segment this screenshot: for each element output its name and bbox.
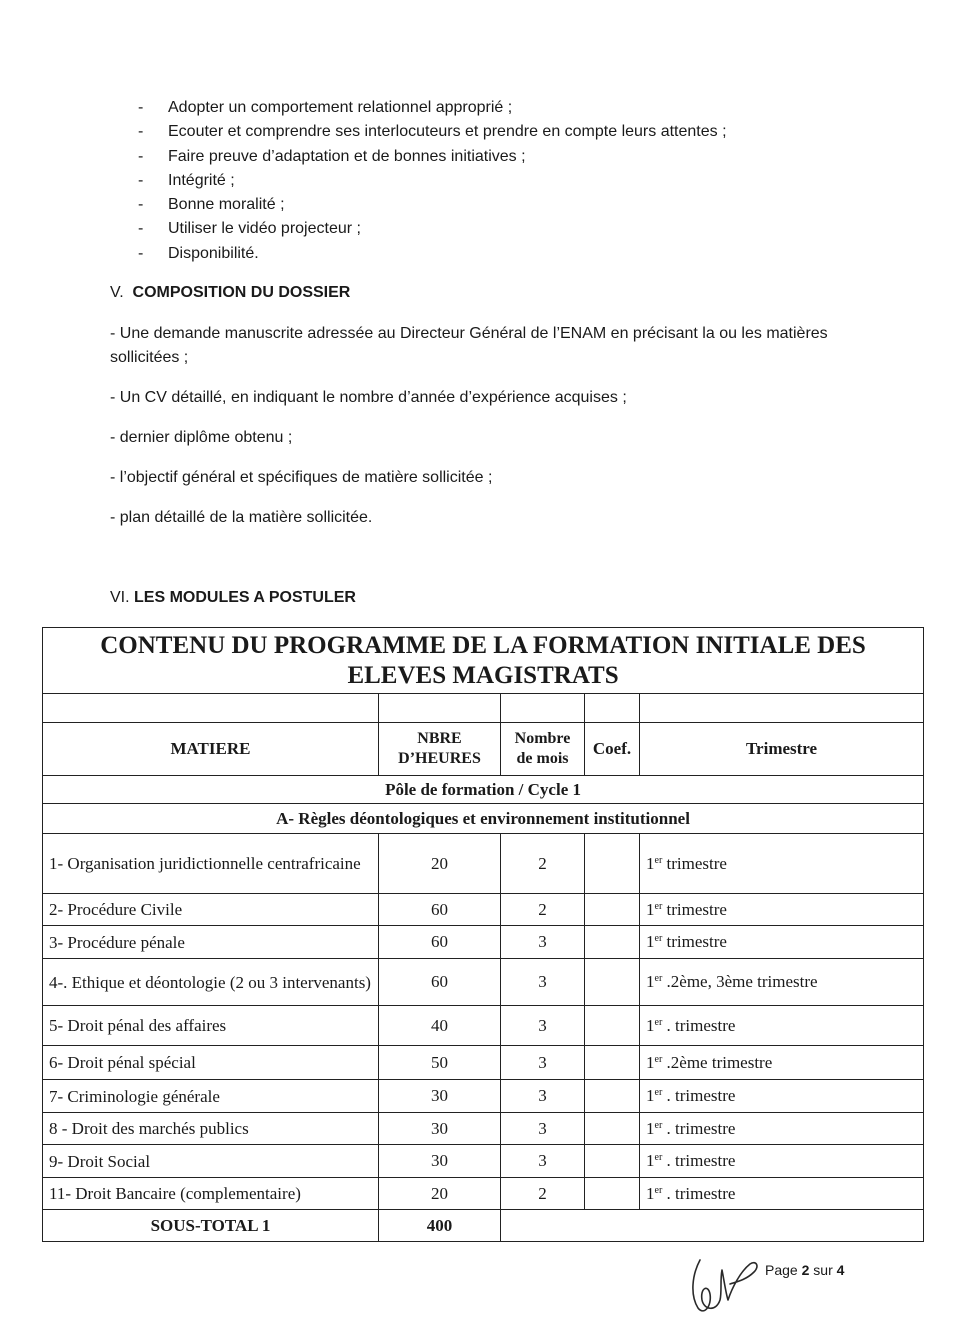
dossier-item-objectif: - l’objectif général et spécifiques de matière sollicitée ; [110, 469, 493, 486]
table-empty-row [43, 694, 924, 723]
cell-coef [585, 1113, 640, 1145]
table-header-row [43, 723, 924, 776]
cell-matiere: 4-. Ethique et déontologie (2 ou 3 intervenants) [43, 959, 379, 1006]
header-mois: Nombre de mois [501, 723, 585, 776]
cell-mois: 3 [501, 1046, 585, 1080]
cell-mois: 3 [501, 926, 585, 959]
list-item: - Disponibilité. [138, 244, 259, 262]
cell-mois: 2 [501, 1178, 585, 1210]
cell-coef [585, 1006, 640, 1046]
cell-matiere: 7- Criminologie générale [43, 1080, 379, 1113]
cell-matiere: 8 - Droit des marchés publics [43, 1113, 379, 1145]
table-row [43, 959, 924, 1006]
cell-mois: 2 [501, 894, 585, 926]
cell-heures: 60 [379, 959, 501, 1006]
cell-coef [585, 894, 640, 926]
section-heading-modules: VI. LES MODULES A POSTULER [110, 589, 356, 606]
cell-heures: 60 [379, 894, 501, 926]
table-row [43, 926, 924, 959]
qualities-list [138, 96, 727, 266]
cell-trimestre: 1er . trimestre [640, 1145, 924, 1178]
cell-heures: 20 [379, 1178, 501, 1210]
table-row [43, 1006, 924, 1046]
cell-mois: 2 [501, 834, 585, 894]
list-item: - Faire preuve d’adaptation et de bonnes initiatives ; [138, 147, 526, 165]
cell-matiere: 6- Droit pénal spécial [43, 1046, 379, 1080]
cell-trimestre: 1er trimestre [640, 926, 924, 959]
program-table [42, 627, 924, 1242]
empty-cell [501, 1210, 924, 1242]
table-title-row [43, 628, 924, 694]
list-item: - Ecouter et comprendre ses interlocuteurs et prendre en compte leurs attentes ; [138, 123, 727, 141]
cell-coef [585, 959, 640, 1006]
cell-heures: 30 [379, 1080, 501, 1113]
cell-trimestre: 1er .2ème, 3ème trimestre [640, 959, 924, 1006]
dossier-item-demande: - Une demande manuscrite adressée au Directeur Général de l’ENAM en précisant la ou les matières sollicitées ; [110, 325, 828, 366]
empty-cell [379, 694, 501, 723]
cell-mois: 3 [501, 1080, 585, 1113]
group-label: A- Règles déontologiques et environnement institutionnel [43, 804, 924, 834]
cell-matiere: 3- Procédure pénale [43, 926, 379, 959]
cell-heures: 40 [379, 1006, 501, 1046]
dossier-item-cv: - Un CV détaillé, en indiquant le nombre d’année d’expérience acquises ; [110, 389, 627, 406]
header-heures: NBRE D’HEURES [379, 723, 501, 776]
list-item: - Intégrité ; [138, 171, 235, 189]
list-item: - Adopter un comportement relationnel approprié ; [138, 99, 513, 116]
pole-label: Pôle de formation / Cycle 1 [43, 776, 924, 804]
cell-mois: 3 [501, 1113, 585, 1145]
cell-coef [585, 1145, 640, 1178]
section-heading-composition: V. COMPOSITION DU DOSSIER [110, 284, 351, 301]
header-matiere: MATIERE [43, 723, 379, 776]
cell-matiere: 11- Droit Bancaire (complementaire) [43, 1178, 379, 1210]
header-trimestre: Trimestre [640, 723, 924, 776]
subtotal-row [43, 1210, 924, 1242]
cell-matiere: 9- Droit Social [43, 1145, 379, 1178]
dossier-item-plan: - plan détaillé de la matière sollicitée. [110, 509, 373, 526]
cell-matiere: 5- Droit pénal des affaires [43, 1006, 379, 1046]
subtotal-label: SOUS-TOTAL 1 [43, 1210, 379, 1242]
empty-cell [43, 694, 379, 723]
cell-coef [585, 1046, 640, 1080]
cell-matiere: 1- Organisation juridictionnelle centrafricaine [43, 834, 379, 894]
table-row [43, 894, 924, 926]
header-coef: Coef. [585, 723, 640, 776]
empty-cell [585, 694, 640, 723]
cell-trimestre: 1er .2ème trimestre [640, 1046, 924, 1080]
empty-cell [501, 694, 585, 723]
cell-trimestre: 1er trimestre [640, 894, 924, 926]
group-row [43, 804, 924, 834]
cell-mois: 3 [501, 1006, 585, 1046]
cell-trimestre: 1er . trimestre [640, 1178, 924, 1210]
table-row [43, 1080, 924, 1113]
cell-heures: 60 [379, 926, 501, 959]
cell-trimestre: 1er . trimestre [640, 1113, 924, 1145]
empty-cell [640, 694, 924, 723]
cell-heures: 30 [379, 1145, 501, 1178]
cell-trimestre: 1er . trimestre [640, 1080, 924, 1113]
table-row [43, 834, 924, 894]
cell-heures: 30 [379, 1113, 501, 1145]
table-row [43, 1145, 924, 1178]
cell-coef [585, 926, 640, 959]
cell-heures: 20 [379, 834, 501, 894]
table-row [43, 1046, 924, 1080]
dossier-item-diplome: - dernier diplôme obtenu ; [110, 429, 293, 446]
subtotal-value: 400 [379, 1210, 501, 1242]
cell-trimestre: 1er . trimestre [640, 1006, 924, 1046]
table-row [43, 1113, 924, 1145]
cell-coef [585, 834, 640, 894]
page-footer: Page 2 sur 4 [765, 1262, 845, 1278]
pole-row [43, 776, 924, 804]
signature [686, 1250, 766, 1320]
table-title: CONTENU DU PROGRAMME DE LA FORMATION INITIALE DES ELEVES MAGISTRATS [43, 628, 924, 694]
table-row [43, 1178, 924, 1210]
cell-heures: 50 [379, 1046, 501, 1080]
cell-matiere: 2- Procédure Civile [43, 894, 379, 926]
list-item: - Bonne moralité ; [138, 196, 285, 214]
cell-coef [585, 1178, 640, 1210]
cell-trimestre: 1er trimestre [640, 834, 924, 894]
cell-coef [585, 1080, 640, 1113]
list-item: - Utiliser le vidéo projecteur ; [138, 220, 361, 238]
cell-mois: 3 [501, 959, 585, 1006]
cell-mois: 3 [501, 1145, 585, 1178]
